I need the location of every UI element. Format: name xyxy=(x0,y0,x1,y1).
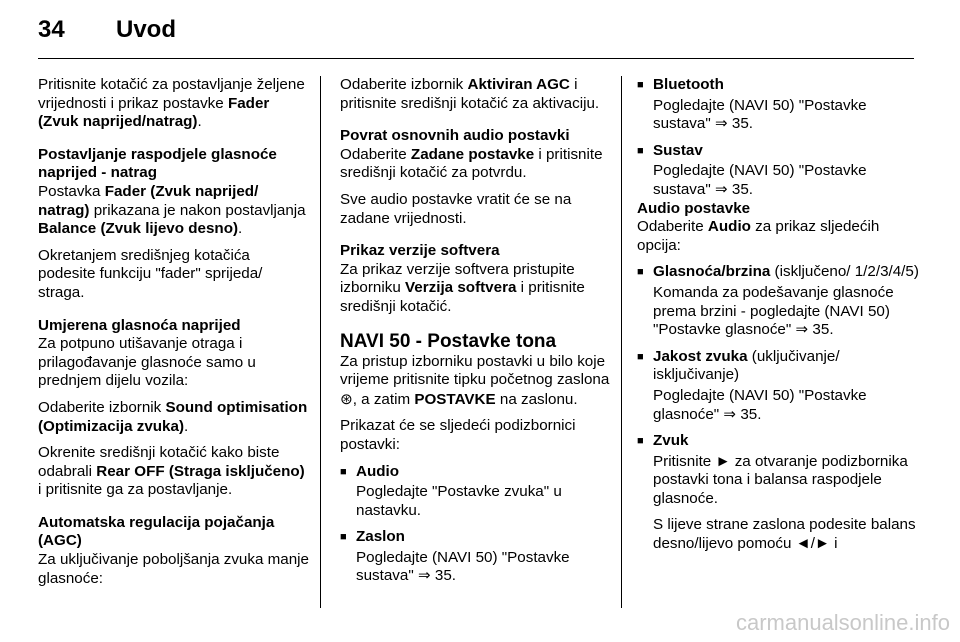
list-item-text: Pogledajte (NAVI 50) "Postavke sustava" ⇒ 35. xyxy=(356,548,570,585)
column-1 xyxy=(38,76,310,596)
text: (uključivanje/ isključivanje) xyxy=(653,347,840,384)
paragraph: Okretanjem središnjeg kotačića podesite funkciju "fader" sprijeda/ straga. xyxy=(38,246,263,301)
paragraph xyxy=(38,183,310,239)
text: prikazana je nakon postavljanja xyxy=(89,201,306,219)
bold-term: Fader (Zvuk naprijed/natrag) xyxy=(38,94,270,131)
text: Za prikaz verzije softvera pristupite izborniku xyxy=(340,260,575,297)
list-item-text: S lijeve strane zaslona podesite balans desno/lijevo pomoću ◄/► i xyxy=(653,516,916,553)
bold-term: Sound optimisation (Optimizacija zvuka) xyxy=(38,398,308,435)
bold-term: Aktiviran AGC xyxy=(467,76,570,93)
bold-term: Zaslon xyxy=(356,528,405,546)
bold-term: POSTAVKE xyxy=(414,390,496,408)
text: Za pristup izborniku postavki u bilo koje vrijeme pritisnite tipku početnog zaslona xyxy=(340,352,610,389)
text: , a zatim xyxy=(352,390,415,408)
bold-term: Audio xyxy=(356,462,400,480)
list-item-label xyxy=(340,528,612,547)
bold-term: Balance (Zvuk lijevo desno) xyxy=(38,220,239,238)
text: Odaberite xyxy=(637,218,708,236)
paragraph xyxy=(340,146,612,183)
section-title: Uvod xyxy=(116,16,176,43)
paragraph xyxy=(38,76,310,132)
header-rule xyxy=(38,58,914,59)
text: za prikaz sljedećih opcija: xyxy=(637,218,880,254)
subheading: Povrat osnovnih audio postavki xyxy=(340,127,570,145)
paragraph: Prikazat će se sljedeći podizbornici postavki: xyxy=(340,417,576,453)
subheading: Automatska regulacija pojačanja (AGC) xyxy=(38,513,275,550)
list-item-label xyxy=(637,348,922,385)
paragraph xyxy=(38,399,310,436)
list-item-text: Pritisnite ► za otvaranje podizbornika postavki tona i balansa raspodjele glasnoće. xyxy=(653,452,908,507)
bold-term: Rear OFF (Straga isključeno) xyxy=(96,462,305,480)
subheading: Audio postavke xyxy=(637,199,751,217)
text: Odaberite izbornik xyxy=(38,398,166,416)
text: Odaberite izbornik xyxy=(340,76,468,93)
column-divider xyxy=(320,76,321,608)
bold-term: Zadane postavke xyxy=(410,145,535,163)
text: i pritisnite središnji kotačić za potvrdu. xyxy=(340,145,603,182)
section-heading: NAVI 50 - Postavke tona xyxy=(340,330,557,352)
list-item-text: Komanda za podešavanje glasnoće prema brzini - pogledajte (NAVI 50) "Postavke glasnoće" ⇒ 35. xyxy=(653,283,894,339)
subheading: Postavljanje raspodjele glasnoće naprijed - natrag xyxy=(38,145,277,182)
bold-term: Jakost zvuka xyxy=(653,347,748,365)
column-2 xyxy=(340,76,612,594)
bold-term: Audio xyxy=(707,218,751,236)
text: Pritisnite kotačić za postavljanje željene vrijednosti i prikaz postavke xyxy=(38,76,305,112)
text: na zaslonu. xyxy=(495,390,578,408)
paragraph xyxy=(340,261,612,317)
paragraph xyxy=(637,218,922,255)
watermark: carmanualsonline.info xyxy=(735,610,950,635)
bold-term: Glasnoća/brzina xyxy=(653,263,771,281)
text: i pritisnite središnji kotačić za aktivaciju. xyxy=(340,76,600,112)
list-item-text: Pogledajte (NAVI 50) "Postavke sustava" ⇒ 35. xyxy=(653,162,867,198)
text: Okrenite središnji kotačić kako biste odabrali xyxy=(38,444,280,480)
list-item-label xyxy=(637,432,922,451)
list-item-label xyxy=(637,76,922,95)
list-item-text: Pogledajte (NAVI 50) "Postavke sustava" ⇒ 35. xyxy=(653,96,867,133)
text: . xyxy=(197,113,202,131)
text: Odaberite xyxy=(340,145,411,163)
text: i pritisnite središnji kotačić. xyxy=(340,279,585,315)
page-number: 34 xyxy=(38,16,65,43)
text: . xyxy=(184,417,189,435)
bold-term: Bluetooth xyxy=(653,76,724,93)
paragraph: Sve audio postavke vratit će se na zadane vrijednosti. xyxy=(340,190,572,227)
paragraph xyxy=(340,76,612,113)
list-item-label xyxy=(637,142,922,161)
text: i pritisnite ga za postavljanje. xyxy=(38,481,233,499)
text: . xyxy=(238,220,243,238)
list-item-label xyxy=(637,263,922,282)
bold-term: Sustav xyxy=(653,141,703,159)
list-item-label xyxy=(340,463,612,482)
paragraph: Za uključivanje poboljšanja zvuka manje glasnoće: xyxy=(38,551,309,587)
list-item-text: Pogledajte (NAVI 50) "Postavke glasnoće" ⇒ 35. xyxy=(653,386,867,423)
bold-term: Fader (Zvuk naprijed/ natrag) xyxy=(38,182,259,219)
subheading: Prikaz verzije softvera xyxy=(340,242,500,260)
page-header xyxy=(0,0,960,60)
column-3 xyxy=(637,76,922,562)
home-icon: ⊛ xyxy=(340,389,353,408)
bold-term: Zvuk xyxy=(653,432,689,450)
column-divider xyxy=(621,76,622,608)
text: (isključeno/ 1/2/3/4/5) xyxy=(770,263,919,281)
text: Postavka xyxy=(38,182,105,200)
bold-term: Verzija softvera xyxy=(405,279,517,297)
paragraph: Za potpuno utišavanje otraga i prilagođavanje glasnoće samo u prednjem dijelu vozila: xyxy=(38,335,256,390)
list-item-text: Pogledajte "Postavke zvuka" u nastavku. xyxy=(356,483,562,519)
paragraph xyxy=(340,353,612,410)
subheading: Umjerena glasnoća naprijed xyxy=(38,316,241,334)
paragraph xyxy=(38,444,310,500)
